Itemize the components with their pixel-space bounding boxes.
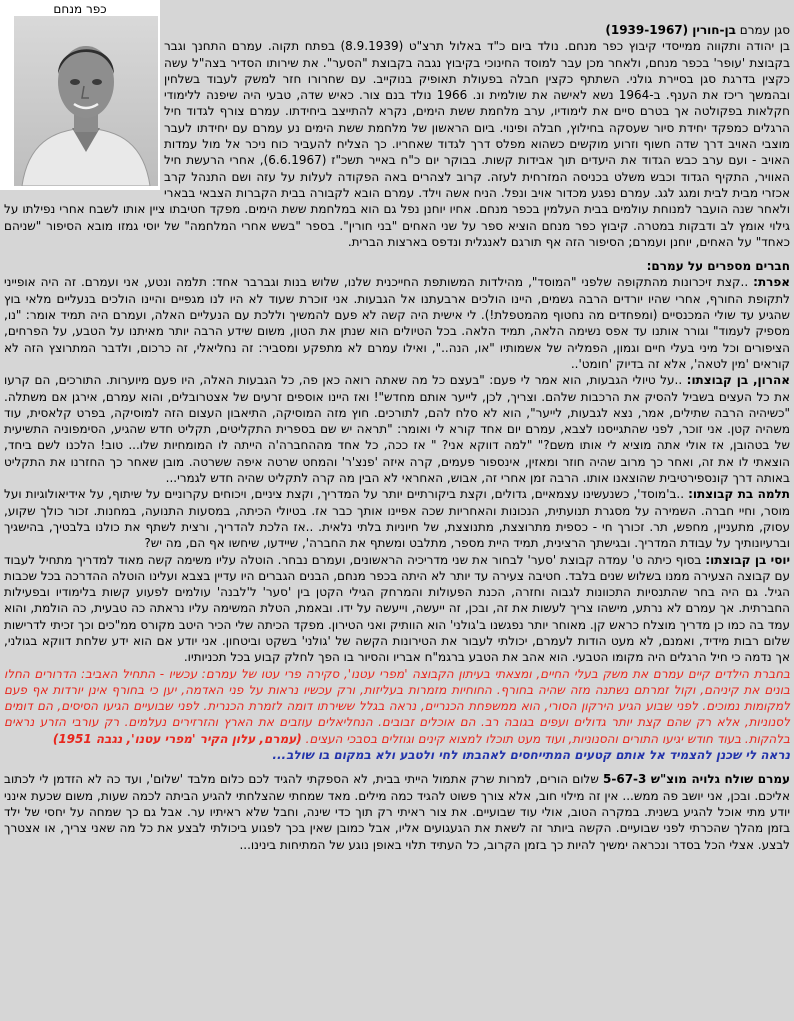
friend-name: תלמה בת קבוצתו: — [688, 487, 791, 502]
friend-text: ..ב'מוסד', כשנעשינו עצמאיים, גדולים, וקצת ביקורתיים יותר על המדריך, וקצת ציניים, ויכוחים עקרוניים על שיתוף, על אידיאולוגיות ועל מוסר, וחיי חברה. השמירה על מסגרת תנועתית, הנכונות והאחריות שכה אפיינו אותך כבר אז. בטיולי הכיתה, במסעות התנועה, במחנות. זכור כולך שקוע, עסוק, מתעניין, מחפש, תר. זכורך חי - כספית מתרוצצת, מתנוצצת, של חיוניות בלתי נלאית. ..אז הלכת להדריך, ורצית לשתף את כולנו בלבטיך, בהישגיך וברעיונותיך על עבודת המדריך. ובגישתך הרצינית, תמיד היית מספר, מתלבט ומשתף את החברה', שיידעו, שיחשו אף הם, מה יש? — [4, 487, 790, 551]
friend-name: יוסי בן קבוצתו: — [705, 552, 790, 567]
section-gap — [4, 250, 790, 258]
friend-entry — [4, 274, 790, 372]
friend-entry — [4, 552, 790, 666]
photo-caption: כפר מנחם — [53, 2, 107, 16]
letter — [4, 771, 790, 852]
photo-spacer — [4, 22, 164, 192]
letter-lead: עמרם שולח גלויה מוצ"ש 5-67-3 — [603, 772, 790, 787]
friend-name: אהרון, בן קבוצתו: — [686, 373, 790, 388]
document-body — [4, 22, 790, 853]
quote-block — [4, 666, 790, 747]
bio-rank: סגן עמרם — [735, 23, 790, 37]
quote-body: עכשיו - התחיל האביב: הדרורים החלו בונים את קיניהם, וקול זמרתם נשתנה מזה שהיה בחורף. החוחיות מזמרות בעליזות, ורק עכשיו נראות על פני האדמה, יען כי בחורף אינן יורדות אף פעם למקומות נמוכים. לפני שבוע הגיע הירקון הסורי, הוא ממשפחת הכנריים, נראה בגלל ששירתו דומה לזמרת הכנרית. לפני שבועיים הגיעו הסיסים, הם דומים לסנוניות, אלא רק שהם קצת יותר גדולים ועפים בגובה רב. הם אוכלים זבובים. הנחליאלים עוזבים את הארץ והזרזירים נעלמים. רק עורבי הזרע נראים בלהקות. בעוד חודש יגיעו התורים והסנוניות, ועוד מעט תוכלו למצוא קינים וגוזלים בסבכי העצים. — [4, 666, 790, 746]
friend-name: אפרת: — [753, 275, 790, 290]
friends-heading: חברים מספרים על עמרם: — [646, 259, 790, 274]
bio-paragraph: בן יהודה ותקווה ממייסדי קיבוץ כפר מנחם. נולד ביום כ"ד באלול תרצ"ט (8.9.1939) בפתח תקוה. עמרם התחנך וגבר בקבוצת 'עופר' בכפר מנחם, ולאחר מכן עבר למוסד החינוכי בקיבוץ נגבה בקבוצת "הסער". את שירותו הסדיר בצה"ל עשה כקצין בדרגת סגן בסיירת גולני. השתתף כקצין חבלה בפעולת תאופיק בנוקייב. עם שחרורו חזר למשק לעבוד בשלחין ובהמשך ריכז את הענף. ב-1964 נשא לאישה את שולמית ונ. 1966 נולד בנם צור. כאיש שדה, טבעי היה שיפנה ללימודי חקלאות בפקולטה אך בטרם סיים את לימודיו, ערב מלחמת ששת הימים, נקרא להתייצב ביחידתו. עמרם צורף לגדוד חיל הרגלים כמפקד יחידת סיור שעסקה בחילוץ, חבלה ופינוי. ביום הראשון של מלחמת ששת הימים נע עמרם עם יחידתו לעבר מוצבי האויב דרך שדה חשוף וזרוע מוקשים כשהוא מפלס דרך לגדוד שאחריו. כך הצליח להעביר כוח ניכר אל מול עמדות האויב - ועם ערב כבש הגדוד את היעדים תוך אבידות קשות. בבוקר יום כ"ח באייר תשכ"ז (6.6.1967), אחרי הרעשת חיל האוויר, התקיף הגדוד וכבש משלט בכניסה המזרחית לעזה. קרוב לצהרים באה הפקודה לעלות על עזה ושם התנהל קרב אכזרי מבית לבית ומגג לגג. עמרם נפגע מכדור אויב ונפל. הניח אשה וילד. עמרם הובא לקבורה בבית הקברות הצבאי בבארי ולאחר שנה הועבר למנוחת עולמים בבית העלמין בכפר מנחם. אחיו יוחנן נפל גם הוא במלחמת ששת הימים. מפקד חטיבתו ציין אותו לשבח אחרי נפילתו על גילוי אומץ לב ודבקות במטרה. קיבוץ כפר מנחם הוציא ספר על שני האחים "בני חורין". בספר "בשש אחרי המלחמה" של יוסי גמזו מובא הסיפור "שניהם כאחד" על האחים, יוחנן ועמרם; הסיפור הזה אף תורגם לאנגלית ונדפס בארצות הברית. — [4, 39, 790, 249]
friend-text: ..על טיולי הגבעות, הוא אמר לי פעם: "בעצם כל מה שאתה רואה כאן פה, כל הגבעות האלה, היו פעם מיוערות. התורכים, הם קרעו את כל העצים בשביל להסיק את הרכבות שלהם. וצריך, לכן, לייער אותם מחדש"! ואז היינו אוספים זרעים של אצטרובלים, והוא עמרם, אירגן אם משתלה. "כשיהיה הרבה שתילים, אמר, נצא לגבעות, לייער", הוא לא סלח להם, לתורכים. חוץ מזה המוסיקה, התיאבון העצום הזה למוסיקה, בפרט קלאסית, עוד משהיה קטן. אני זוכר, לפני שהתגייסנו לצבא, עמרם יום אחד קורא לי ואומר: "תראה יש שם בספרית התקליטים, תקליט חדש שהגיע, הסימפוניה התשיעית של בטהובן, אז אולי אתה מוציא לי אותו משם?" "למה דווקא אני? " אז ככה, כל אחד מההחברה'ה הייתה לו המומחיות שלו... טוב! הלכנו לשם ביחד, הוצאתי לו את זה, ואחר כך מרוב שהיה חוזר ומאזין, אינספור פעמים, קרה איזה 'פנצ'ר' והמחט שרטה איפה ששרטה. מובן שאחר כך החזרנו את התקליט באותה דרך קונספירטיבית שהוצאנו אותו. הרבה זמן אחרי זה, אבוש, האחראי לא הבין מה קרה לתקליט שהיה חדש לגמרי... — [4, 373, 790, 486]
quote-intro: בחברת הילדים קיים עמרם את משק בעלי החיים, ומצאתי בעיתון הקבוצה 'מפרי עטנו', סקירה פרי עטו של עמרם: — [201, 666, 790, 681]
friend-entry — [4, 486, 790, 551]
section-gap — [4, 763, 790, 771]
letter-text: שלום הורים, למרות שרק אתמול הייתי בבית, לא הספקתי להגיד לכם כלום מלבד 'שלום', ועד כה לא הזדמן לי לכתוב אליכם. ובכן, אני יושב פה ממש... אין זה מילוי חוב, אלא צורך פשוט להגיד כמה מילים. מאד שמחתי שהצלחתי להגיע הביתה לכמה שעות, משום שכעת אינני יודע מתי אוכל להגיע בשנית. במקרה הטוב, אולי עוד שבועיים. את צור ראיתי רק תוך כדי שינה, וחבל שלא ראיתיו ער. אבל גם כך שמחה על יחסי של ילד בזמן מהלך שהכרתי לפני שבועיים. הקשה ביותר זה לשאת את הגעגועים אליו, אבל כמובן שאין בכך לפגוע ביכולתי לבצע את כל מה שאני צריך, או אצטרך לבצע. אצלי הכל בסדר ונכראה ימשיך להיות כך בזמן הקרוב, כל העתיד תלוי באופן נוגע של המתיחות בינינו... — [4, 772, 790, 852]
bio-name: בן-חורין (1939-1967) — [605, 23, 736, 37]
friend-entry — [4, 372, 790, 486]
friend-text: ..קצת זיכרונות מהתקופה שלפני "המוסד", מהילדות המשותפת החייכנית שלנו, שלוש בנות וגברבר אחד: תלמה ונטע, אני ועמרם. זה היה אופייני לתקופת החורף, אחרי שהיו יורדים הרבה גשמים, היינו הולכים ארבעתנו אל הגבעות. אני זוכרת שעוד לא היו לנו מגפיים והיינו הולכים בנעליים מלאי בוץ שהגיע עד שולי המכנסיים (ומפחדים מה נחטוף מהמטפלת!). לי אישית היה קשה לא פעם להמשיך וללכת עם הנעליים האלה, ועמרם היה תמיד אומר: "נו, מספיק לעמוד" וגורר אותנו עד אפס נשימה הלאה, תמיד הלאה. בכל הטיולים הוא שנתן את הטון, משום שידע הרבה יותר מאיתנו על הטבע, על הפרחים, הציפורים וכל מיני בעלי חיים וגמון, הפמליה של אשמותיו "או, הנה..", ואילו עמרם לא מתפקע ומסביר: זה נחליאלי, זה כרכום, ולדבר המתרוצץ הזה לא קוראים 'מין לטאה', אלא זה בדיוק 'חומט'.. — [4, 275, 790, 371]
friend-text: בסוף כיתה ט' עמדה קבוצת 'סער' לבחור את שני מדריכיה הראשונים, ועמרם נבחר. הוטלה עליו משימה קשה מאוד למדריך מתחיל לעבוד עם קבוצה הצעירה ממנו בשלוש שנים בלבד. חטיבה צעירה עד יותר לא היתה בכפר מנחם, הבנים הגברים היו עדיין בצבא ועלינו הוטלה ההדרכה בכל שכבות הגיל. גם היה בחר שהתנסיות התכוונות לגבוה וחזרה, הכנת הפעולות והמרחק הגילי הקטן בין 'סער' ל'לבנה' עולמים לפעוע קשות בלימודיו ובפעילות החברתית. אך עמרם לא נרתע, מישהו צריך לעשות את זה, ובכן, זה ייעשה, וייעשה על ידו. ובאמת, הטלת המשימה עליו נראתה כה טבעית, כה הולמת, והוא עמד בה כמו כן מדריך מוצלח כראש קן. מאוחר יותר נפגשנו ב'גולני' הוא הוותיק ואני הטירון. מפקד הכיתה שלי הכיר היטב מקורס ממ"כים וכך זכיתי לדרישות שלום רבות מידיד, ואמנם, לא מעט הודות לעמרם, יכולתי לעבור את הטירונות הקשה של 'גולני' בשקט וביטחון. אני יודע אם הוא ידע שלחת דווקא בגולני, אך נדמה כי חיל הרגלים היה מקומו הטבעי. הוא אהב את הטבע ברגמ"ח אבריו והסיור בו הפך לחלק קבוע בכל תכניותיו. — [4, 552, 790, 665]
editor-note: נראה לי שכנן להצמיד אל אותם קטעים המתייחסים לאהבתו לחי ולטבע ולא במקום בו שולב... — [272, 748, 790, 763]
quote-signature: (עמרם, עלון הקיר 'מפרי עטנו', נגבה 1951) — [52, 731, 302, 746]
